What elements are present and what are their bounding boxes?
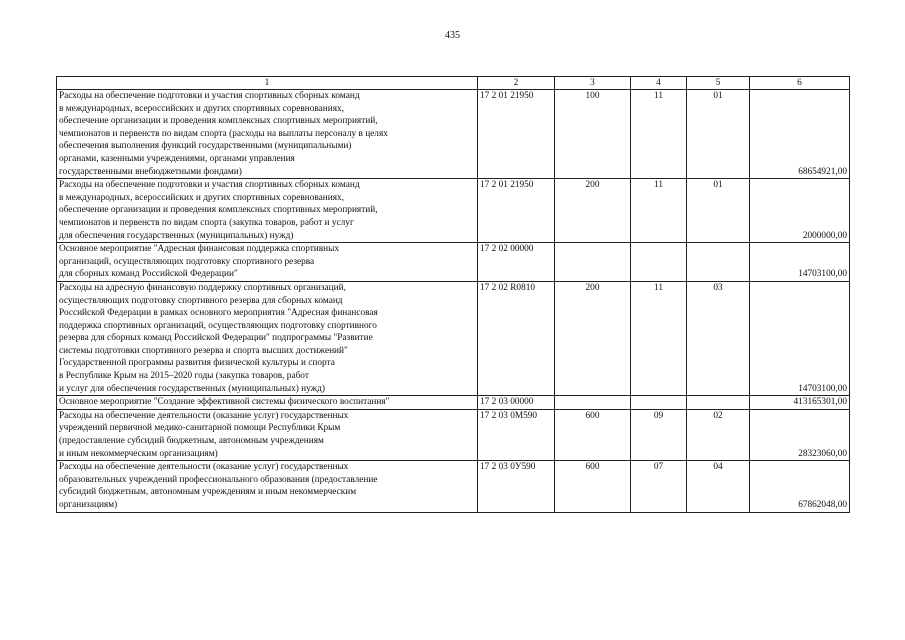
row-col5: 04 [687,461,750,512]
row-col5: 02 [687,409,750,460]
row-description: Расходы на обеспечение деятельности (оказание услуг) государственных учреждений первичной медико-санитарной помощи Республики Крым (предоставление субсидий бюджетным, автономным учреждениям и иным некоммерческим организациям) [57,409,478,460]
table-row [57,90,850,179]
table-row [57,243,850,282]
row-code: 17 2 03 00000 [478,396,555,410]
row-description: Основное мероприятие "Создание эффективной системы физического воспитания" [57,396,478,410]
row-col3 [555,396,631,410]
row-code: 17 2 02 R0810 [478,281,555,395]
row-description: Расходы на обеспечение подготовки и участия спортивных сборных команд в международных, всероссийских и других спортивных соревнованиях, обеспечение организации и проведения комплексных спортивных мероприятий, чемпионатов и первенств по видам спорта (закупка товаров, работ и услуг для обеспечения государственных (муниципальных) нужд) [57,179,478,243]
row-amount: 68654921,00 [750,90,850,179]
row-description: Расходы на адресную финансовую поддержку спортивных организаций, осуществляющих подготовку спортивного резерва для сборных команд Российской Федерации в рамках основного мероприятия "Адресная финансовая поддержка спортивных организаций, осуществляющих подготовку спортивного резерва для сборных команд Российской Федерации" подпрограммы "Развитие системы подготовки спортивного резерва и спорта высших достижений" Государственной программы развития физической культуры и спорта в Республике Крым на 2015–2020 годы (закупка товаров, работ и услуг для обеспечения государственных (муниципальных) нужд) [57,281,478,395]
row-col4: 07 [631,461,687,512]
header-cell-3: 3 [555,77,631,90]
row-code: 17 2 03 0У590 [478,461,555,512]
row-amount: 14703100,00 [750,281,850,395]
header-cell-4: 4 [631,77,687,90]
header-cell-6: 6 [750,77,850,90]
row-col3: 100 [555,90,631,179]
row-col5: 03 [687,281,750,395]
row-col3 [555,243,631,282]
row-amount: 28323060,00 [750,409,850,460]
header-cell-1: 1 [57,77,478,90]
table-row [57,281,850,395]
row-col3: 600 [555,409,631,460]
row-code: 17 2 03 0М590 [478,409,555,460]
row-col5 [687,396,750,410]
row-description: Расходы на обеспечение подготовки и участия спортивных сборных команд в международных, всероссийских и других спортивных соревнованиях, обеспечение организации и проведения комплексных спортивных мероприятий, чемпионатов и первенств по видам спорта (расходы на выплаты персоналу в целях обеспечения выполнения функций государственными (муниципальными) органами, казенными учреждениями, органами управления государственными внебюджетными фондами) [57,90,478,179]
row-col3: 200 [555,281,631,395]
table-row [57,409,850,460]
row-col4: 11 [631,90,687,179]
row-description: Основное мероприятие "Адресная финансовая поддержка спортивных организаций, осуществляющих подготовку спортивного резерва для сборных команд Российской Федерации" [57,243,478,282]
row-description: Расходы на обеспечение деятельности (оказание услуг) государственных образовательных учреждений профессионального образования (предоставление субсидий бюджетным, автономным учреждениям и иным некоммерческим организациям) [57,461,478,512]
row-col4: 11 [631,281,687,395]
table-row [57,396,850,410]
table-row [57,179,850,243]
row-col4 [631,243,687,282]
row-col3: 600 [555,461,631,512]
row-code: 17 2 02 00000 [478,243,555,282]
table-row [57,461,850,512]
row-col4 [631,396,687,410]
row-col5: 01 [687,90,750,179]
row-amount: 67862048,00 [750,461,850,512]
budget-table [56,76,850,513]
row-col5 [687,243,750,282]
row-amount: 413165301,00 [750,396,850,410]
table-header-row [57,77,850,90]
row-col3: 200 [555,179,631,243]
header-cell-5: 5 [687,77,750,90]
row-amount: 14703100,00 [750,243,850,282]
row-col4: 09 [631,409,687,460]
row-code: 17 2 01 21950 [478,90,555,179]
row-amount: 2000000,00 [750,179,850,243]
row-col5: 01 [687,179,750,243]
page-number: 435 [445,30,460,41]
row-code: 17 2 01 21950 [478,179,555,243]
header-cell-2: 2 [478,77,555,90]
row-col4: 11 [631,179,687,243]
